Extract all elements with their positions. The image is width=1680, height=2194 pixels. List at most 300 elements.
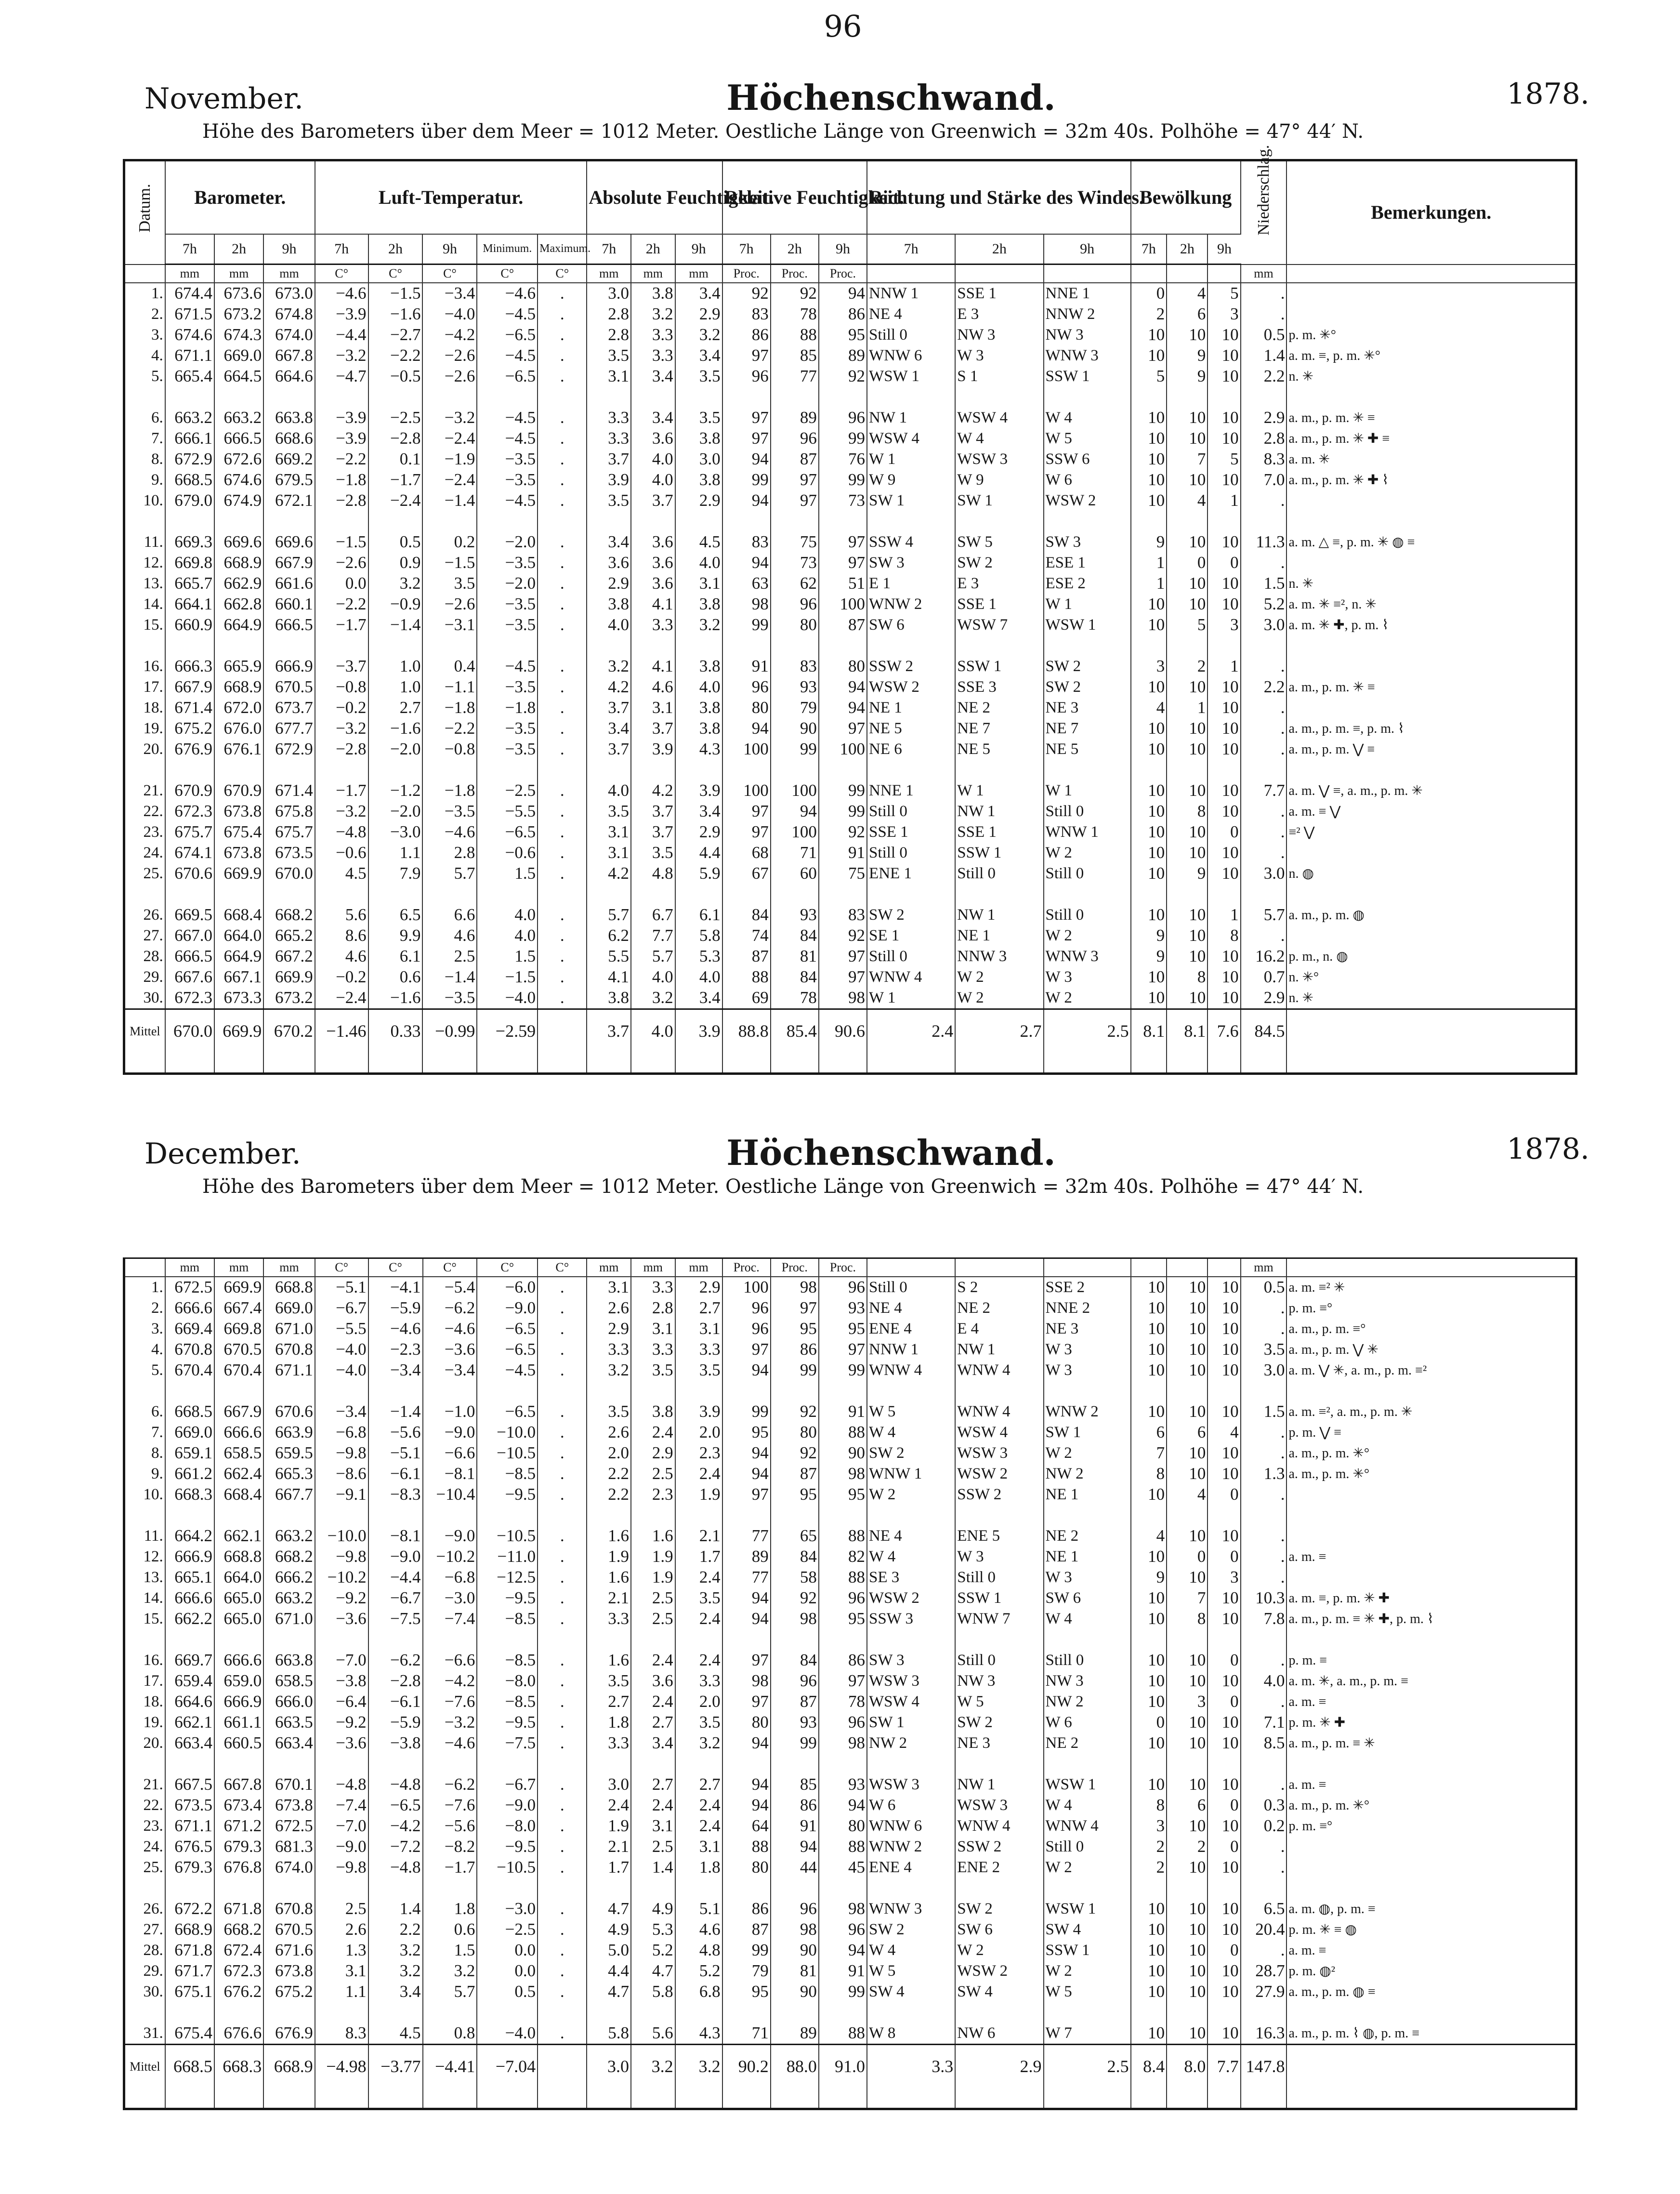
spacer-cell (955, 511, 1043, 532)
rel-hum-2-cell: 84 (771, 967, 819, 988)
spacer-cell (263, 1878, 315, 1899)
cloud-9-cell: 10 (1208, 1526, 1240, 1546)
baro-9-cell: 663.9 (263, 1422, 315, 1443)
wind-2-cell: NE 5 (955, 739, 1043, 760)
baro-7-cell: 679.0 (165, 490, 214, 511)
spacer-cell (124, 1629, 165, 1650)
table-row (124, 925, 1576, 946)
day-cell: 28. (124, 1940, 165, 1961)
cloud-2-cell: 10 (1167, 1526, 1208, 1546)
spacer-cell (422, 387, 477, 408)
spacer-cell (477, 1629, 538, 1650)
wind-2-cell: NW 1 (955, 1339, 1043, 1360)
precipitation-cell: 0.2 (1241, 1816, 1287, 1837)
cloud-7-cell: 0 (1131, 1712, 1167, 1733)
temp-9-cell: 3.2 (423, 1961, 477, 1982)
abs-hum-2-cell: 3.6 (631, 428, 675, 449)
hour-9: 9h (1208, 234, 1240, 264)
baro-2-cell: 671.2 (214, 1816, 263, 1837)
abs-hum-7-cell: 3.5 (587, 1671, 631, 1692)
baro-7-cell: 675.2 (165, 718, 214, 739)
abs-hum-7-cell: 3.2 (587, 1360, 631, 1381)
spacer-row (124, 2002, 1576, 2023)
temp-9-cell: −6.8 (423, 1567, 477, 1588)
abs-hum-7-cell: 3.4 (587, 718, 631, 739)
mean-wind-2-cell: 2.7 (955, 1009, 1043, 1054)
abs-hum-9-cell: 2.4 (675, 1567, 722, 1588)
page-number: 96 (824, 9, 862, 44)
wind-2-cell: NE 2 (955, 1298, 1043, 1319)
temp-max-cell: . (538, 780, 587, 801)
temp-9-cell: 0.2 (422, 532, 477, 553)
abs-hum-9-cell: 2.1 (675, 1526, 722, 1546)
spacer-cell (867, 1629, 955, 1650)
abs-hum-2-cell: 3.3 (631, 615, 675, 635)
temp-7-cell: −2.2 (315, 594, 368, 615)
cloud-9-cell: 10 (1208, 325, 1240, 345)
baro-2-cell: 672.3 (214, 1961, 263, 1982)
wind-2-cell: WSW 4 (955, 1422, 1043, 1443)
baro-7-cell: 671.4 (165, 698, 214, 718)
cloud-9-cell: 10 (1208, 1298, 1240, 1319)
abs-hum-7-cell: 3.2 (587, 656, 631, 677)
abs-hum-2-cell: 1.9 (631, 1567, 675, 1588)
wind-7-cell: WNW 3 (867, 1899, 955, 1919)
wind-9-cell: WNW 4 (1044, 1816, 1131, 1837)
temp-max-cell: . (538, 366, 587, 387)
spacer-cell (819, 1053, 867, 1074)
wind-2-cell: W 3 (955, 345, 1043, 366)
spacer-cell (722, 2002, 771, 2023)
spacer-cell (867, 2088, 955, 2109)
abs-hum-7-cell: 4.4 (587, 1961, 631, 1982)
cloud-7-cell: 10 (1131, 1609, 1167, 1629)
baro-2-cell: 674.3 (214, 325, 263, 345)
temp-min-cell: −10.5 (477, 1526, 538, 1546)
abs-hum-7-cell: 2.1 (587, 1837, 631, 1857)
temp-9-cell: 2.8 (422, 843, 477, 863)
spacer-cell (1208, 760, 1240, 780)
day-cell: 15. (124, 1609, 165, 1629)
spacer-cell (1241, 1053, 1287, 1074)
wind-7-cell: SW 1 (867, 1712, 955, 1733)
rel-hum-9-cell: 98 (819, 1464, 867, 1484)
baro-9-cell: 658.5 (263, 1671, 315, 1692)
abs-hum-9-cell: 3.8 (675, 428, 722, 449)
wind-7-cell: SSW 4 (867, 532, 955, 553)
abs-hum-9-cell: 2.4 (675, 1816, 722, 1837)
rel-hum-9-cell: 100 (819, 594, 867, 615)
cloud-9-cell: 10 (1208, 780, 1240, 801)
temp-min-cell: −8.0 (477, 1816, 538, 1837)
temp-2-cell: 1.0 (368, 656, 423, 677)
temp-min-cell: −8.5 (477, 1692, 538, 1712)
wind-9-cell: SW 1 (1044, 1422, 1131, 1443)
table-row (124, 325, 1576, 345)
table-row (124, 449, 1576, 470)
baro-2-cell: 670.9 (214, 780, 263, 801)
spacer-cell (631, 1505, 675, 1526)
abs-hum-7-cell: 2.8 (587, 304, 631, 325)
abs-hum-7-cell: 5.0 (587, 1940, 631, 1961)
wind-2-cell: Still 0 (955, 1567, 1043, 1588)
spacer-cell (1044, 1754, 1131, 1774)
cloud-2-cell: 7 (1167, 449, 1208, 470)
spacer-cell (368, 1505, 423, 1526)
cloud-2-cell: 6 (1167, 304, 1208, 325)
rel-hum-9-cell: 97 (819, 967, 867, 988)
spacer-cell (819, 1505, 867, 1526)
temp-2-cell: −8.3 (368, 1484, 423, 1505)
table-row (124, 1401, 1576, 1422)
maximum-header: Maximum. (538, 234, 587, 264)
spacer-cell (477, 1381, 538, 1401)
temp-2-cell: −1.4 (368, 1401, 423, 1422)
cloud-2-cell: 10 (1167, 1774, 1208, 1795)
wind-9-cell: NW 3 (1044, 325, 1131, 345)
precipitation-cell: 27.9 (1241, 1982, 1287, 2002)
abs-hum-2-cell: 3.2 (631, 988, 675, 1009)
unit-cell: C° (538, 264, 587, 283)
spacer-cell (263, 884, 315, 905)
cloud-2-cell: 10 (1167, 739, 1208, 760)
temp-9-cell: −3.6 (423, 1339, 477, 1360)
spacer-cell (771, 760, 819, 780)
baro-9-cell: 671.0 (263, 1609, 315, 1629)
station-subtitle: Höhe des Barometers über dem Meer = 1012 Meter. Oestliche Länge von Greenwich = 32m 40s. Polhöhe = 47° 44′ N. (202, 120, 1364, 143)
rel-hum-2-cell: 75 (771, 532, 819, 553)
spacer-cell (722, 1878, 771, 1899)
temp-7-cell: −9.1 (315, 1484, 368, 1505)
spacer-cell (819, 635, 867, 656)
remarks-cell: a. m., p. m. ✳ ≡ (1288, 679, 1375, 695)
abs-hum-2-cell: 4.0 (631, 967, 675, 988)
remarks-cell: a. m. △ ≡, p. m. ✳ ◍ ≡ (1288, 534, 1415, 550)
temp-max-cell: . (538, 1650, 587, 1671)
spacer-cell (477, 1878, 538, 1899)
cloud-2-cell: 8 (1167, 801, 1208, 822)
spacer-cell (722, 760, 771, 780)
spacer-cell (1241, 1505, 1287, 1526)
table-row (124, 1422, 1576, 1443)
temp-9-cell: −4.6 (423, 1733, 477, 1754)
rel-hum-9-cell: 80 (819, 656, 867, 677)
cloud-9-cell: 10 (1208, 843, 1240, 863)
temp-max-cell: . (538, 1339, 587, 1360)
table-row (124, 698, 1576, 718)
wind-9-cell: W 6 (1044, 470, 1131, 490)
abs-hum-9-cell: 3.1 (675, 1319, 722, 1339)
spacer-cell (587, 1053, 631, 1074)
wind-2-cell: WNW 4 (955, 1360, 1043, 1381)
temp-7-cell: −4.0 (315, 1360, 368, 1381)
abs-hum-9-cell: 3.5 (675, 366, 722, 387)
baro-7-cell: 664.1 (165, 594, 214, 615)
precipitation-cell: 3.5 (1241, 1339, 1287, 1360)
cloud-7-cell: 3 (1131, 1816, 1167, 1837)
baro-2-cell: 668.4 (214, 1484, 263, 1505)
spacer-cell (538, 1878, 587, 1899)
spacer-row (124, 387, 1576, 408)
spacer-cell (124, 387, 165, 408)
abs-hum-9-cell: 3.9 (675, 780, 722, 801)
cloud-2-cell: 4 (1167, 283, 1208, 304)
rel-hum-2-cell: 80 (771, 615, 819, 635)
remarks-cell (1286, 1857, 1576, 1878)
temp-min-cell: −4.6 (477, 283, 538, 304)
day-cell: 8. (124, 1443, 165, 1464)
spacer-cell (1044, 884, 1131, 905)
temp-max-cell: . (538, 1298, 587, 1319)
abs-hum-7-cell: 4.9 (587, 1919, 631, 1940)
baro-2-cell: 662.8 (214, 594, 263, 615)
temp-min-cell: −8.0 (477, 1671, 538, 1692)
spacer-cell (675, 1505, 722, 1526)
baro-7-cell: 663.2 (165, 408, 214, 428)
temp-9-cell: −4.0 (422, 304, 477, 325)
spacer-cell (124, 2088, 165, 2109)
baro-2-cell: 672.4 (214, 1940, 263, 1961)
rel-hum-7-cell: 94 (722, 1360, 771, 1381)
abs-hum-7-cell: 1.9 (587, 1546, 631, 1567)
baro-7-cell: 664.6 (165, 1692, 214, 1712)
baro-2-cell: 672.0 (214, 698, 263, 718)
temp-7-cell: −3.9 (315, 408, 368, 428)
rel-hum-2-cell: 86 (771, 1795, 819, 1816)
rel-hum-2-cell: 95 (771, 1484, 819, 1505)
wind-9-cell: W 4 (1044, 1609, 1131, 1629)
day-cell: 10. (124, 490, 165, 511)
cloud-7-cell: 9 (1131, 946, 1167, 967)
day-cell: 3. (124, 325, 165, 345)
cloud-7-cell: 10 (1131, 718, 1167, 739)
baro-2-cell: 673.8 (214, 843, 263, 863)
cloud-7-cell: 10 (1131, 677, 1167, 698)
wind-7-cell: SW 2 (867, 1443, 955, 1464)
spacer-cell (1167, 387, 1208, 408)
temp-max-cell: . (538, 408, 587, 428)
rel-hum-7-cell: 99 (722, 1401, 771, 1422)
baro-2-cell: 667.8 (214, 1774, 263, 1795)
abs-hum-9-cell: 3.5 (675, 1588, 722, 1609)
unit-cell: mm (587, 264, 631, 283)
rel-hum-9-cell: 94 (819, 698, 867, 718)
abs-hum-9-cell: 6.1 (675, 905, 722, 925)
baro-2-cell: 668.2 (214, 1919, 263, 1940)
hour-2: 2h (368, 234, 423, 264)
baro-7-cell: 670.6 (165, 863, 214, 884)
rel-hum-9-cell: 96 (819, 1712, 867, 1733)
spacer-cell (315, 1053, 368, 1074)
temp-min-cell: −6.5 (477, 1339, 538, 1360)
spacer-cell (1241, 1381, 1287, 1401)
wind-9-cell: ESE 2 (1044, 573, 1131, 594)
temp-max-cell: . (538, 988, 587, 1009)
temp-9-cell: −8.2 (423, 1837, 477, 1857)
spacer-cell (722, 884, 771, 905)
day-cell: 14. (124, 594, 165, 615)
abs-hum-9-cell: 3.5 (675, 408, 722, 428)
spacer-cell (1044, 2002, 1131, 2023)
temp-9-cell: −4.2 (423, 1671, 477, 1692)
rel-hum-2-cell: 85 (771, 345, 819, 366)
temp-7-cell: −4.6 (315, 283, 368, 304)
wind-9-cell: SSW 1 (1044, 1940, 1131, 1961)
rel-hum-2-cell: 97 (771, 1298, 819, 1319)
temp-7-cell: −4.7 (315, 366, 368, 387)
table-row (124, 1795, 1576, 1816)
rel-hum-2-cell: 90 (771, 1982, 819, 2002)
baro-9-cell: 674.8 (263, 304, 315, 325)
rel-hum-9-cell: 51 (819, 573, 867, 594)
temp-2-cell: −5.9 (368, 1712, 423, 1733)
baro-7-cell: 665.4 (165, 366, 214, 387)
baro-7-cell: 665.7 (165, 573, 214, 594)
temp-min-cell: −0.6 (477, 843, 538, 863)
table-row (124, 801, 1576, 822)
remarks-cell: a. m., p. m. ◍ ≡ (1288, 1984, 1376, 1999)
spacer-cell (538, 1505, 587, 1526)
abs-hum-9-cell: 3.0 (675, 449, 722, 470)
wind-2-cell: SW 2 (955, 1712, 1043, 1733)
rel-hum-2-cell: 96 (771, 594, 819, 615)
baro-9-cell: 675.7 (263, 822, 315, 843)
day-cell: 20. (124, 1733, 165, 1754)
spacer-cell (819, 1629, 867, 1650)
wind-9-cell: W 5 (1044, 428, 1131, 449)
day-cell: 6. (124, 1401, 165, 1422)
spacer-cell (722, 1053, 771, 1074)
table-row (124, 1961, 1576, 1982)
cloud-9-cell: 10 (1208, 1588, 1240, 1609)
abs-hum-2-cell: 2.4 (631, 1795, 675, 1816)
spacer-cell (1044, 511, 1131, 532)
temp-max-cell: . (538, 470, 587, 490)
table-row (124, 304, 1576, 325)
spacer-cell (1286, 1629, 1576, 1650)
temp-max-cell: . (538, 905, 587, 925)
temp-7-cell: −0.2 (315, 698, 368, 718)
table-row (124, 656, 1576, 677)
temp-7-cell: −3.2 (315, 801, 368, 822)
wind-7-cell: W 5 (867, 1961, 955, 1982)
remarks-cell: a. m. ◍, p. m. ≡ (1288, 1901, 1376, 1916)
rel-hum-2-cell: 99 (771, 739, 819, 760)
baro-2-cell: 664.9 (214, 946, 263, 967)
temp-9-cell: 0.4 (422, 656, 477, 677)
baro-7-cell: 670.9 (165, 780, 214, 801)
rel-hum-9-cell: 80 (819, 1816, 867, 1837)
cloud-2-cell: 10 (1167, 1567, 1208, 1588)
abs-hum-7-cell: 4.0 (587, 780, 631, 801)
temp-7-cell: −2.2 (315, 449, 368, 470)
temp-7-cell: −2.8 (315, 739, 368, 760)
cloud-9-cell: 10 (1208, 739, 1240, 760)
abs-hum-7-cell: 3.1 (587, 366, 631, 387)
precipitation-cell: 0.7 (1241, 967, 1287, 988)
mean-temp-2-cell: −3.77 (368, 2045, 423, 2089)
temp-9-cell: −1.1 (422, 677, 477, 698)
temp-min-cell: −3.5 (477, 594, 538, 615)
spacer-cell (1208, 635, 1240, 656)
rel-hum-9-cell: 96 (819, 1277, 867, 1298)
wind-9-cell: W 3 (1044, 1339, 1131, 1360)
temp-9-cell: −1.4 (422, 967, 477, 988)
rel-hum-7-cell: 94 (722, 1464, 771, 1484)
spacer-cell (1131, 760, 1167, 780)
temp-9-cell: −1.5 (422, 553, 477, 573)
cloud-2-cell: 9 (1167, 366, 1208, 387)
baro-9-cell: 669.0 (263, 1298, 315, 1319)
wind-2-cell: WSW 3 (955, 449, 1043, 470)
table-row (124, 532, 1576, 553)
temp-2-cell: −5.1 (368, 1443, 423, 1464)
precipitation-cell: 16.3 (1241, 2023, 1287, 2045)
abs-hum-2-cell: 3.1 (631, 698, 675, 718)
abs-hum-7-cell: 1.8 (587, 1712, 631, 1733)
remarks-cell (1286, 283, 1576, 304)
temp-9-cell: −8.1 (423, 1464, 477, 1484)
temp-9-cell: −1.7 (423, 1857, 477, 1878)
spacer-cell (587, 2088, 631, 2109)
temp-9-cell: −4.6 (422, 822, 477, 843)
temp-max-cell: . (538, 325, 587, 345)
spacer-row (124, 635, 1576, 656)
spacer-cell (771, 1878, 819, 1899)
wind-2-cell: SSE 1 (955, 822, 1043, 843)
rel-hum-2-cell: 92 (771, 1401, 819, 1422)
rel-hum-7-cell: 94 (722, 490, 771, 511)
wind-9-cell: W 1 (1044, 594, 1131, 615)
rel-hum-9-cell: 99 (819, 1360, 867, 1381)
wind-2-cell: NE 3 (955, 1733, 1043, 1754)
cloud-7-cell: 9 (1131, 1567, 1167, 1588)
rel-hum-2-cell: 93 (771, 677, 819, 698)
remarks-cell: p. m. ✳ ≡ ◍ (1288, 1922, 1357, 1937)
abs-hum-2-cell: 3.3 (631, 325, 675, 345)
spacer-cell (722, 1505, 771, 1526)
spacer-cell (1241, 1878, 1287, 1899)
precipitation-cell: . (1241, 822, 1287, 843)
spacer-cell (955, 760, 1043, 780)
abs-hum-2-cell: 3.7 (631, 718, 675, 739)
abs-hum-9-cell: 3.4 (675, 801, 722, 822)
abs-hum-2-cell: 5.2 (631, 1940, 675, 1961)
baro-7-cell: 663.4 (165, 1733, 214, 1754)
cloud-2-cell: 4 (1167, 1484, 1208, 1505)
baro-7-cell: 666.6 (165, 1298, 214, 1319)
cloud-7-cell: 10 (1131, 905, 1167, 925)
weather-table-november (123, 145, 1577, 1075)
spacer-cell (1131, 1053, 1167, 1074)
cloud-9-cell: 10 (1208, 988, 1240, 1009)
temp-2-cell: −1.6 (368, 304, 423, 325)
unit-cell: mm (165, 1258, 214, 1277)
spacer-cell (477, 1053, 538, 1074)
day-cell: 17. (124, 1671, 165, 1692)
rel-hum-2-cell: 99 (771, 1360, 819, 1381)
mean-baro-7-cell: 668.5 (165, 2045, 214, 2089)
rel-hum-9-cell: 87 (819, 615, 867, 635)
table-row (124, 1567, 1576, 1588)
temp-7-cell: 4.6 (315, 946, 368, 967)
spacer-cell (771, 2002, 819, 2023)
wind-2-cell: WSW 4 (955, 408, 1043, 428)
spacer-cell (165, 884, 214, 905)
abs-hum-7-cell: 3.0 (587, 283, 631, 304)
abs-hum-2-cell: 4.1 (631, 594, 675, 615)
temp-min-cell: −3.5 (477, 739, 538, 760)
